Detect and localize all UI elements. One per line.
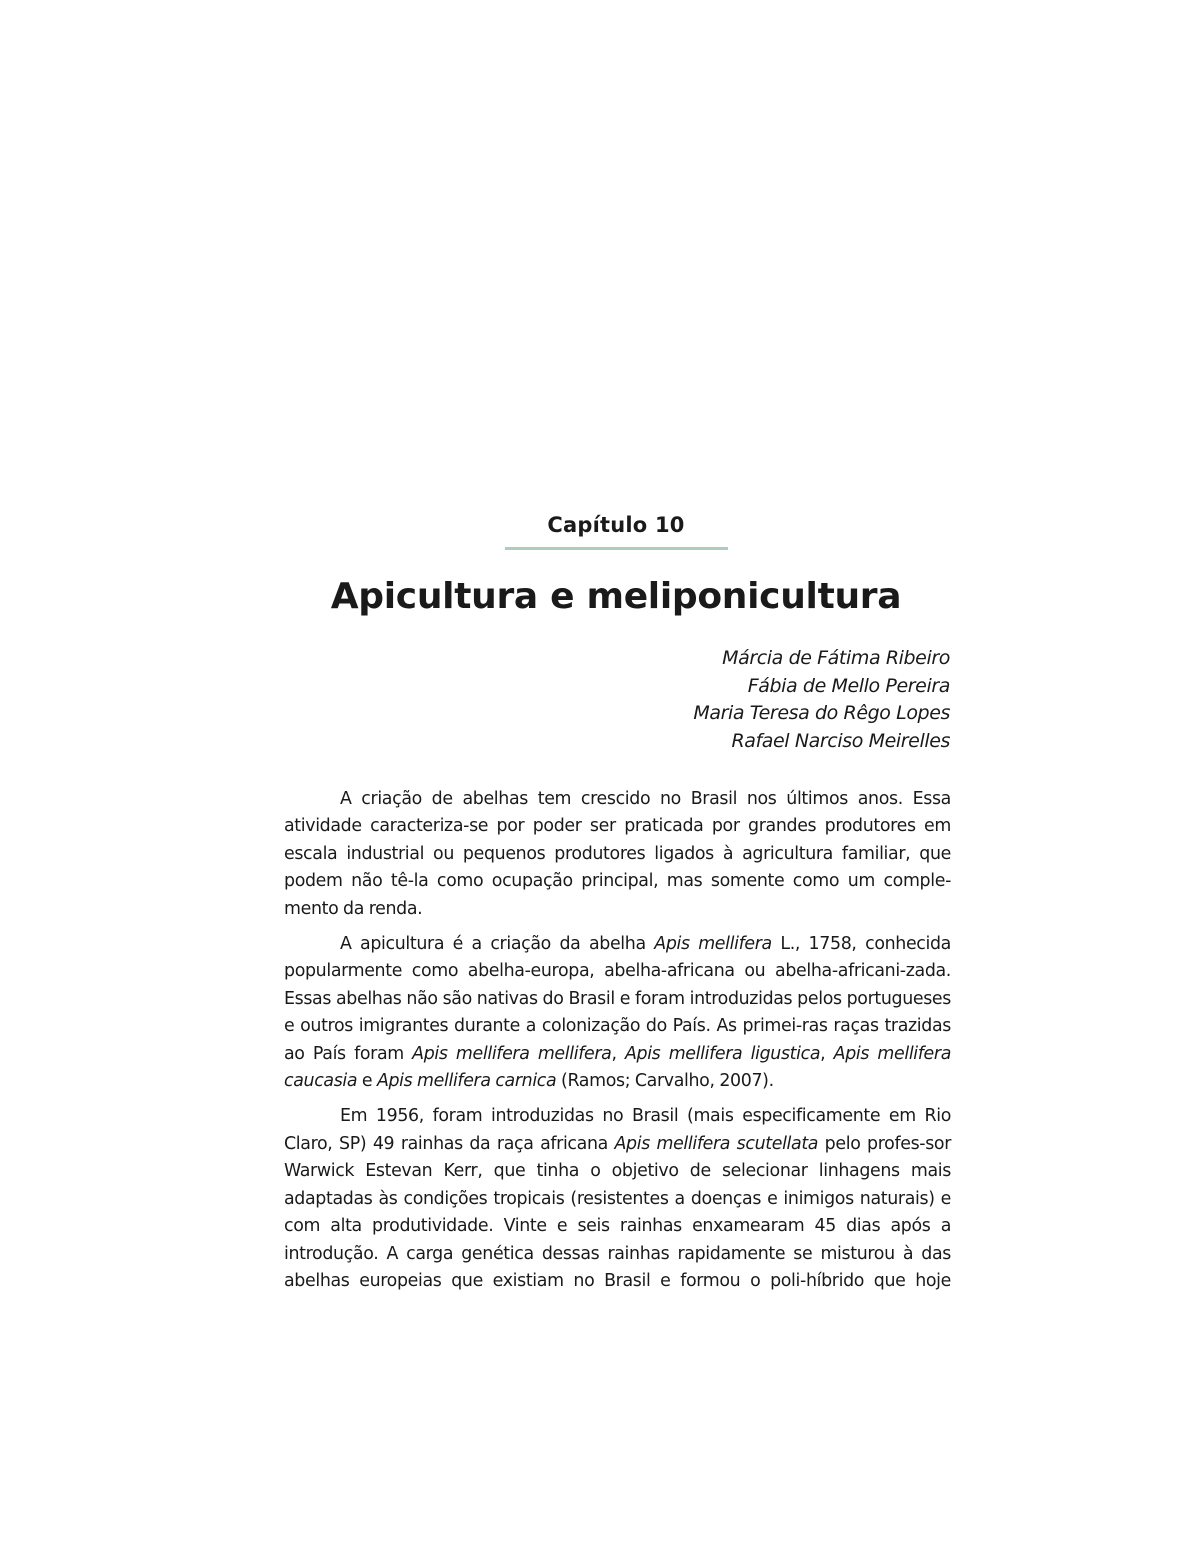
species-name: Apis mellifera	[654, 934, 772, 955]
paragraph-1	[284, 786, 951, 923]
chapter-label: Capítulo 10	[547, 513, 685, 537]
chapter-divider	[505, 547, 728, 550]
author-name: Rafael Narciso Meirelles	[731, 729, 950, 752]
author-name: Fábia de Mello Pereira	[747, 674, 950, 697]
paragraph-text: ,	[820, 1043, 834, 1064]
paragraph-text: ,	[611, 1043, 625, 1064]
species-name: Apis mellifera scutellata	[614, 1133, 819, 1154]
author-name: Márcia de Fátima Ribeiro	[722, 647, 950, 669]
citation: (Ramos; Carvalho, 2007).	[556, 1071, 774, 1092]
paragraph-text: Em 1956, foram introduzidas no Brasil (mais especificamente em Rio Claro, SP) 49 rainhas da raça africana	[284, 1106, 951, 1154]
species-name: Apis mellifera mellifera	[412, 1043, 612, 1064]
paragraph-2	[284, 931, 951, 1095]
chapter-body	[284, 786, 951, 1303]
paragraph-text: L., 1758, conhecida popularmente como abelha-europa, abelha-africana ou abelha-africani-zada. Essas abelhas não são nativas do Brasil e foram introduzidas pelos portugueses e outros imigrantes durante a colonização do País. As primei-ras raças trazidas ao País foram	[284, 934, 951, 1064]
species-name: Apis mellifera carnica	[376, 1071, 557, 1092]
paragraph-text: A criação de abelhas tem crescido no Brasil nos últimos anos. Essa atividade caracteriza-se por poder ser praticada por grandes produtores em escala industrial ou pequenos produtores ligados à agricultura familiar, que podem não tê-la como ocupação principal, mas somente como um comple-mento da renda.	[284, 789, 951, 919]
chapter-title: Apicultura e meliponicultura	[330, 576, 902, 617]
author-name: Maria Teresa do Rêgo Lopes	[693, 702, 950, 724]
author-list	[693, 645, 950, 755]
paragraph-text: e	[357, 1071, 377, 1092]
species-name: Apis mellifera ligustica	[624, 1043, 821, 1064]
paragraph-3	[284, 1103, 951, 1295]
species-name: Apis mellifera caucasia	[284, 1043, 952, 1092]
paragraph-text: A apicultura é a criação da abelha	[340, 934, 655, 955]
paragraph-text: pelo profes-sor Warwick Estevan Kerr, que tinha o objetivo de selecionar linhagens mais adaptadas às condições tropicais (resistentes a doenças e inimigos naturais) e com alta produtividade. Vinte e seis rainhas enxamearam 45 dias após a introdução. A carga genética dessas rainhas rapidamente se misturou à das abelhas europeias que existiam no Brasil e formou o poli-híbrido que hoje	[284, 1133, 952, 1291]
